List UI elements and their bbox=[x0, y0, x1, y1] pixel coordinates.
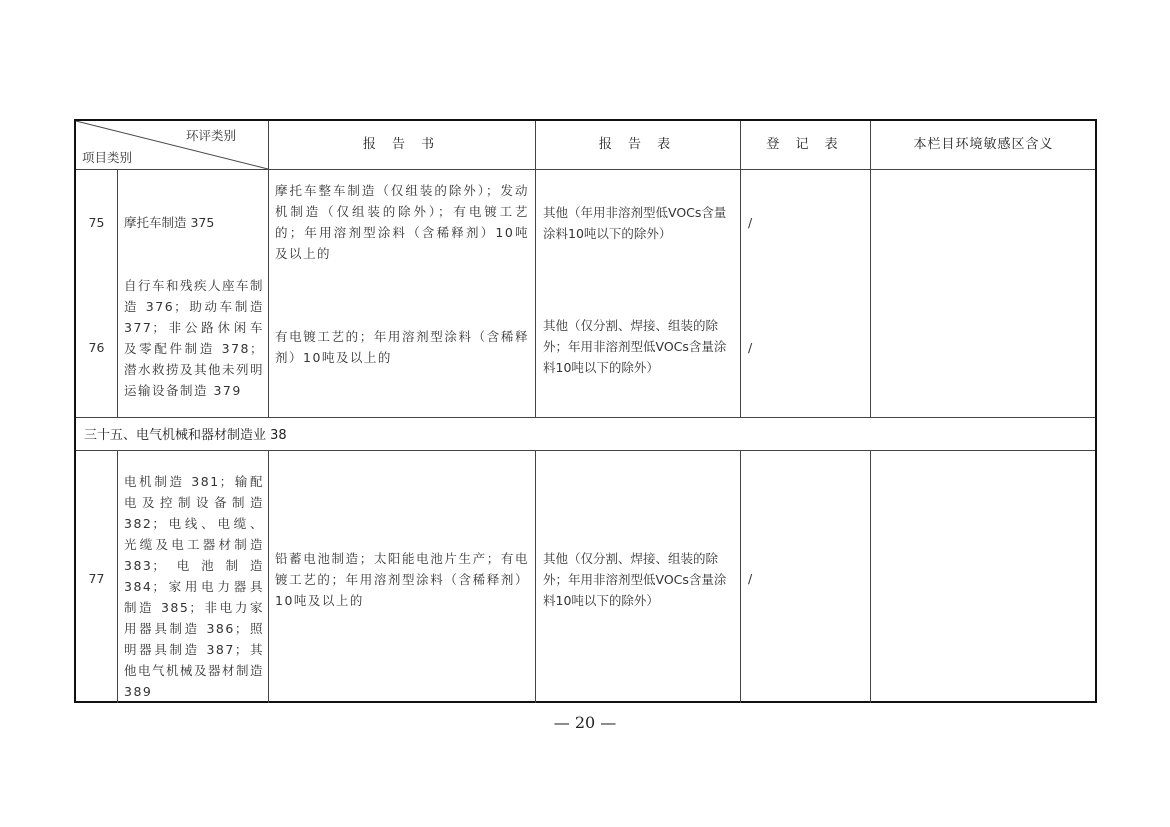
classification-table bbox=[74, 119, 1097, 703]
col-divider bbox=[740, 450, 741, 703]
col-divider bbox=[268, 450, 269, 703]
row-76-category: 自行车和残疾人座车制造 376；助动车制造 377；非公路休闲车及零配件制造 378；潜水救捞及其他未列明运输设备制造 379 bbox=[124, 278, 265, 398]
row-76-registration: / bbox=[748, 340, 753, 355]
col-divider bbox=[268, 121, 269, 417]
row-77-report-form: 其他（仅分割、焊接、组装的除外；年用非溶剂型低VOCs含量涂料10吨以下的除外） bbox=[543, 551, 727, 608]
row-77-report-book: 铅蓄电池制造；太阳能电池片生产；有电镀工艺的；年用溶剂型涂料（含稀释剂）10吨及以上的 bbox=[275, 551, 529, 608]
page-number: — 20 — bbox=[553, 713, 617, 732]
col-divider bbox=[117, 169, 118, 417]
row-75-report-book: 摩托车整车制造（仅组装的除外）；发动机制造（仅组装的除外）；有电镀工艺的；年用溶剂型涂料（含稀释剂）10吨及以上的 bbox=[275, 183, 529, 261]
header-report-form: 报 告 表 bbox=[598, 137, 677, 152]
row-77-number: 77 bbox=[88, 571, 105, 586]
col-divider bbox=[535, 121, 536, 417]
row-76-report-book: 有电镀工艺的；年用溶剂型涂料（含稀释剂）10吨及以上的 bbox=[275, 329, 529, 365]
row-divider bbox=[76, 417, 1095, 418]
row-divider bbox=[76, 450, 1095, 451]
row-75-category: 摩托车制造 375 bbox=[124, 215, 215, 230]
col-divider bbox=[870, 121, 871, 417]
col-divider bbox=[117, 450, 118, 703]
section-title: 三十五、电气机械和器材制造业 38 bbox=[84, 428, 287, 443]
row-77-registration: / bbox=[748, 571, 753, 586]
row-76-number: 76 bbox=[88, 340, 105, 355]
row-divider bbox=[76, 169, 1095, 170]
row-75-report-form: 其他（年用非溶剂型低VOCs含量涂料10吨以下的除外） bbox=[543, 205, 727, 241]
col-divider bbox=[740, 121, 741, 417]
row-75-registration: / bbox=[748, 215, 753, 230]
header-report-book: 报 告 书 bbox=[362, 137, 441, 152]
col-divider bbox=[535, 450, 536, 703]
header-registration: 登 记 表 bbox=[766, 137, 844, 152]
diag-top-label: 环评类别 bbox=[186, 128, 237, 143]
col-divider bbox=[870, 450, 871, 703]
row-76-report-form: 其他（仅分割、焊接、组装的除外；年用非溶剂型低VOCs含量涂料10吨以下的除外） bbox=[543, 318, 727, 375]
diag-bottom-label: 项目类别 bbox=[82, 150, 133, 165]
row-75-number: 75 bbox=[88, 215, 105, 230]
row-77-category: 电机制造 381；输配电及控制设备制造 382；电线、电缆、光缆及电工器材制造 383；电池制造 384；家用电力器具制造 385；非电力家用器具制造 386；照明器具制造 387；其他电气机械及器材制造 389 bbox=[124, 474, 265, 699]
header-sensitive-area: 本栏目环境敏感区含义 bbox=[913, 137, 1054, 152]
